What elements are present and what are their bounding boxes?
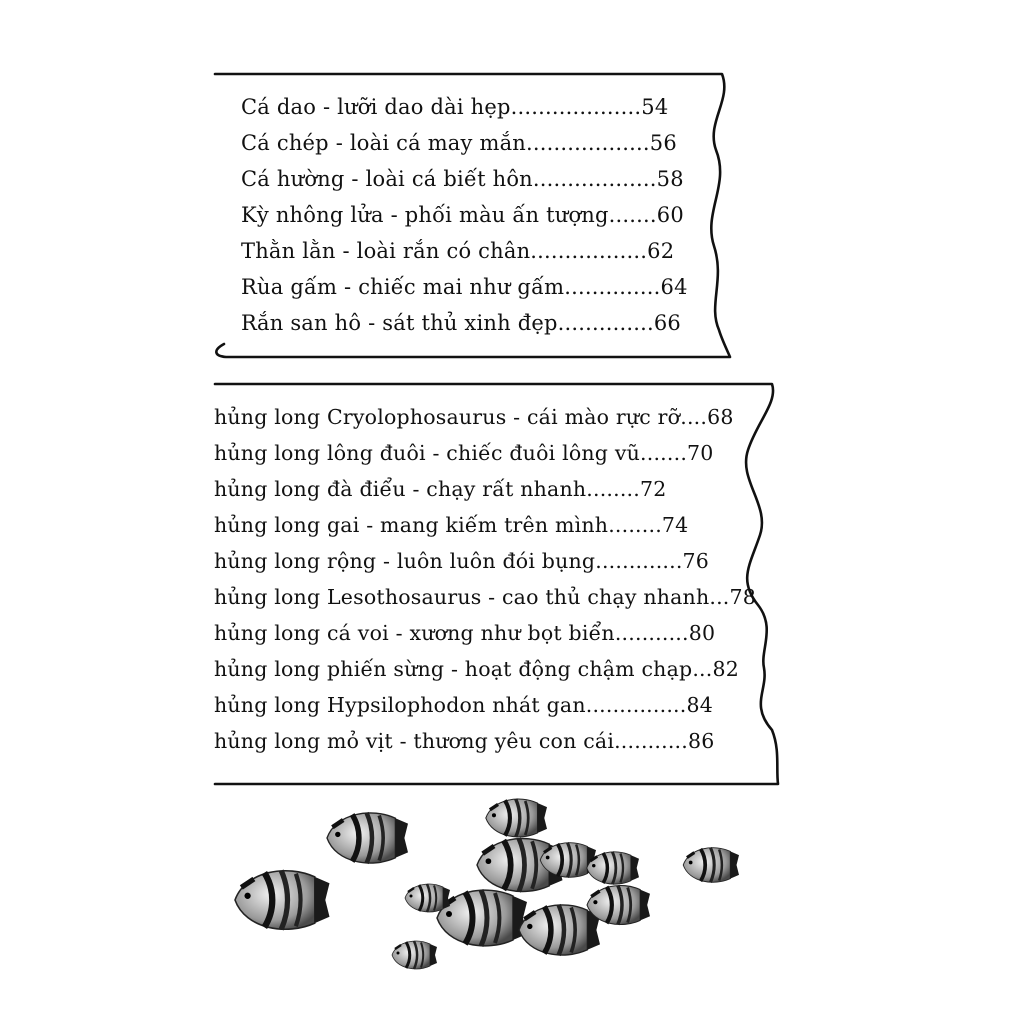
toc-entry: Cá dao - lưỡi dao dài hẹp...................54 — [241, 95, 669, 119]
fish-mark — [405, 884, 450, 912]
toc-entry: hủng long gai - mang kiếm trên mình........74 — [214, 513, 689, 537]
toc-list-section-1 — [241, 89, 688, 341]
toc-entry: hủng long lông đuôi - chiếc đuôi lông vũ.......70 — [214, 441, 714, 465]
toc-list-section-2 — [214, 399, 756, 759]
toc-entry: hủng long rộng - luôn luôn đói bụng.............76 — [214, 549, 710, 573]
toc-entry: hủng long mỏ vịt - thương yêu con cái...........86 — [214, 729, 715, 753]
toc-entry: hủng long Lesothosaurus - cao thủ chạy nhanh...78 — [214, 585, 756, 609]
toc-entry: Rùa gấm - chiếc mai như gấm..............64 — [241, 275, 688, 299]
toc-entry: hủng long Hypsilophodon nhát gan...............84 — [214, 693, 713, 717]
toc-entry: hủng long phiến sừng - hoạt động chậm chạp...82 — [214, 657, 739, 681]
toc-entry: Cá chép - loài cá may mắn..................56 — [241, 131, 677, 155]
fish-mark — [519, 905, 600, 955]
fish-mark — [327, 813, 408, 863]
fish-mark — [587, 852, 639, 884]
fish-mark — [486, 799, 547, 837]
toc-entry: hủng long Cryolophosaurus - cái mào rực rỡ....68 — [214, 405, 734, 429]
toc-entry: Kỳ nhông lửa - phối màu ấn tượng.......60 — [241, 203, 684, 227]
toc-entry: Thằn lằn - loài rắn có chân.................62 — [241, 239, 675, 263]
toc-entry: Rắn san hô - sát thủ xinh đẹp..............66 — [241, 311, 681, 335]
fish-mark — [437, 890, 527, 946]
butterflyfish-school-icon — [215, 790, 775, 990]
toc-entry: hủng long đà điểu - chạy rất nhanh........72 — [214, 477, 667, 501]
toc-entry: Cá hường - loài cá biết hôn..................58 — [241, 167, 684, 191]
fish-mark — [683, 848, 739, 883]
fish-mark — [392, 941, 437, 969]
toc-entry: hủng long cá voi - xương như bọt biển...........80 — [214, 621, 716, 645]
fish-mark — [235, 871, 330, 930]
